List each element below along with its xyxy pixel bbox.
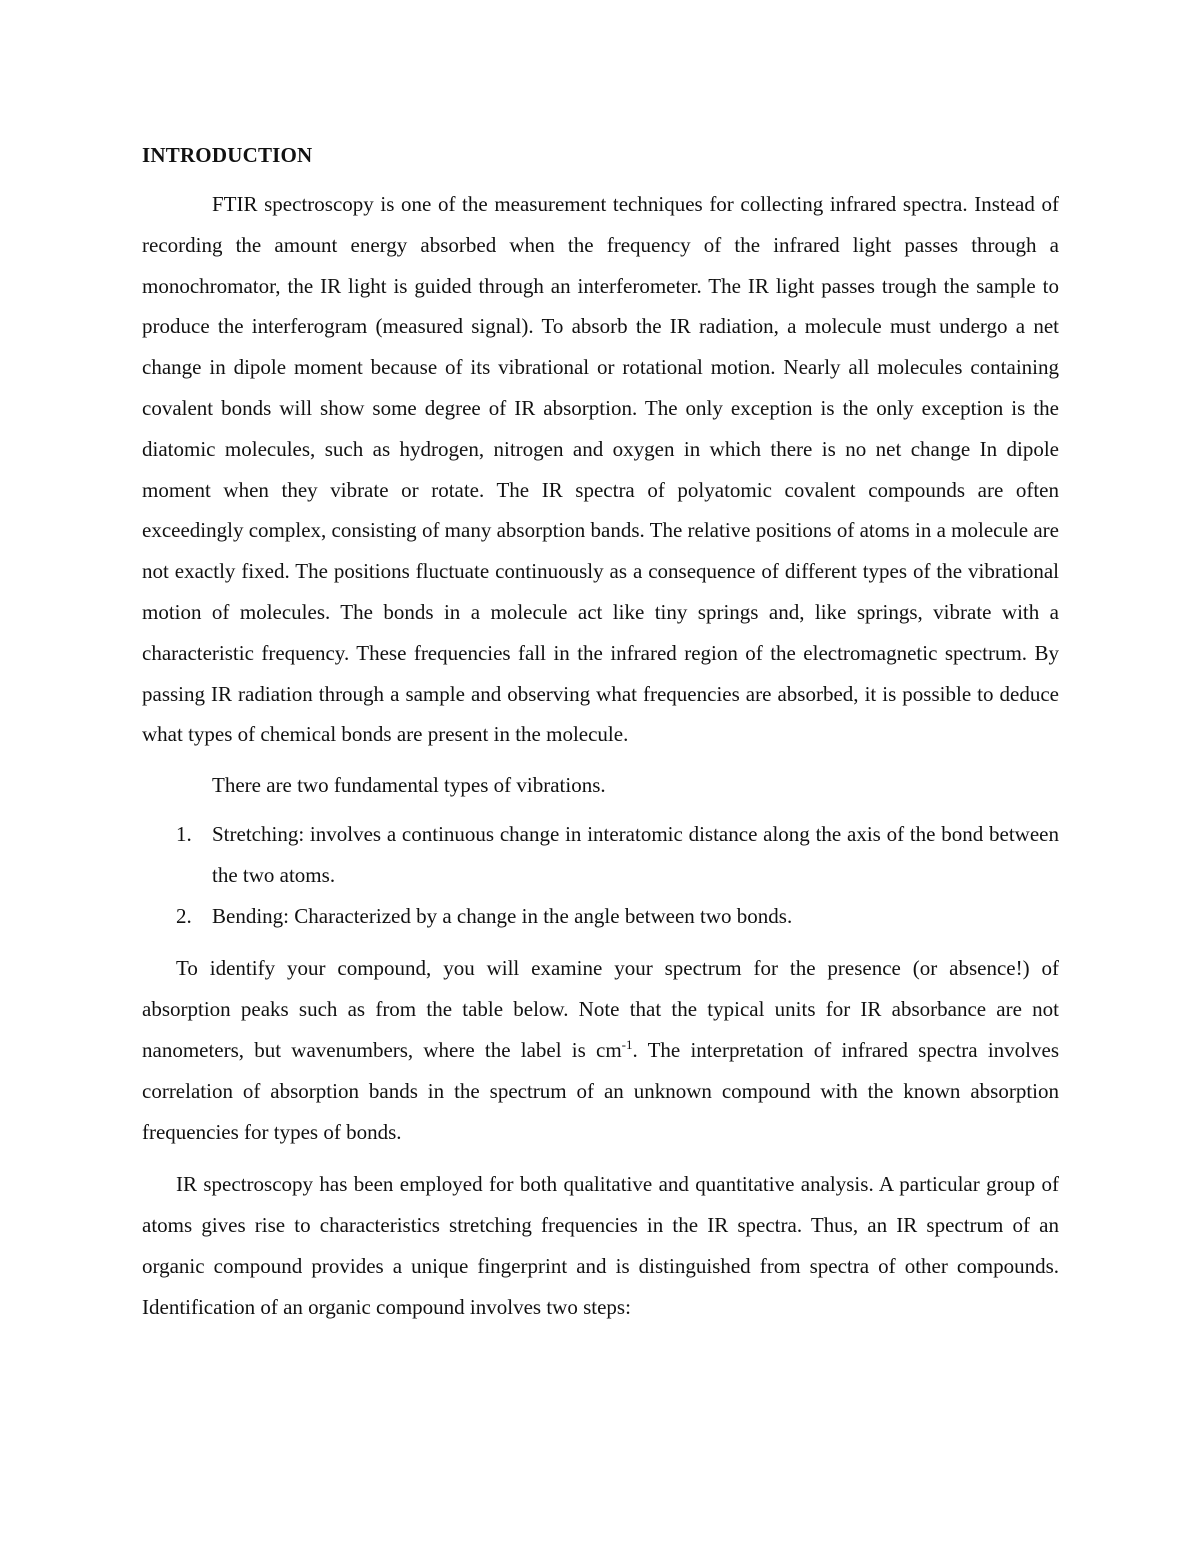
- superscript-unit: -1: [621, 1036, 633, 1052]
- paragraph-identify-compound: [142, 948, 1059, 1152]
- list-item-number: 1.: [176, 821, 192, 846]
- document-body: [142, 140, 1059, 1328]
- paragraph-text: . The interpretation of infrared spectra involves correlation of absorption bands in the spectrum of an unknown compound with the known absorption frequencies for types of bonds.: [142, 1037, 1059, 1144]
- list-item-number: 2.: [176, 903, 192, 928]
- list-item: [142, 896, 1059, 937]
- list-item-text: Stretching: involves a continuous change in interatomic distance along the axis of the bond between the two atoms.: [212, 821, 1059, 887]
- vibration-types-list: [142, 814, 1059, 936]
- vibrations-intro: There are two fundamental types of vibrations.: [212, 773, 606, 798]
- paragraph-ftir-overview: FTIR spectroscopy is one of the measurement techniques for collecting infrared spectra. Instead of recording the amount energy absorbed when the frequency of the infrared light passes through a monochromator, the IR light is guided through an interferometer. The IR light passes trough the sample to produce the interferogram (measured signal). To absorb the IR radiation, a molecule must undergo a net change in dipole moment because of its vibrational or rotational motion. Nearly all molecules containing covalent bonds will show some degree of IR absorption. The only exception is the only exception is the diatomic molecules, such as hydrogen, nitrogen and oxygen in which there is no net change In dipole moment when they vibrate or rotate. The IR spectra of polyatomic covalent compounds are often exceedingly complex, consisting of many absorption bands. The relative positions of atoms in a molecule are not exactly fixed. The positions fluctuate continuously as a consequence of different types of the vibrational motion of molecules. The bonds in a molecule act like tiny springs and, like springs, vibrate with a characteristic frequency. These frequencies fall in the infrared region of the electromagnetic spectrum. By passing IR radiation through a sample and observing what frequencies are absorbed, it is possible to deduce what types of chemical bonds are present in the molecule.: [142, 192, 1059, 747]
- list-item: [142, 814, 1059, 896]
- paragraph-ir-analysis: IR spectroscopy has been employed for both qualitative and quantitative analysis. A particular group of atoms gives rise to characteristics stretching frequencies in the IR spectra. Thus, an IR spectrum of an organic compound provides a unique fingerprint and is distinguished from spectra of other compounds. Identification of an organic compound involves two steps:: [142, 1172, 1059, 1319]
- list-item-text: Bending: Characterized by a change in the angle between two bonds.: [212, 903, 793, 928]
- paragraph-text: To identify your compound, you will examine your spectrum for the presence (or absence!) of absorption peaks such as from the table below. Note that the typical units for IR absorbance are not nanometers, but wavenumbers, where the label is cm: [142, 956, 1059, 1062]
- section-heading: INTRODUCTION: [142, 143, 313, 167]
